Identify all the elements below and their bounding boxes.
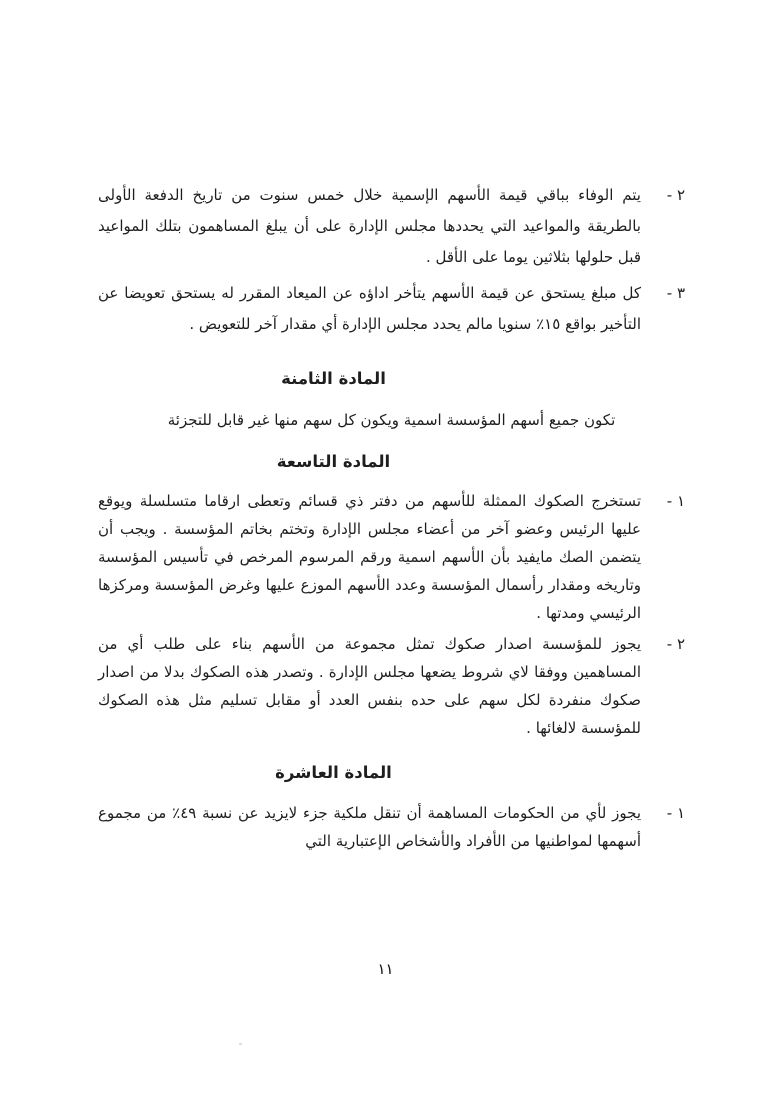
clause-number: ٢ - [666, 635, 685, 653]
clause-text: يتم الوفاء بباقي قيمة الأسهم الإسمية خلال خمس سنوت من تاريخ الدفعة الأولى بالطريقة والمواعيد التي يحددها مجلس الإدارة على أن يبلغ المساهمون بتلك المواعيد قبل حلولها بثلاثين يوما على الأقل . [98, 186, 641, 266]
clause-number: ٣ - [666, 284, 685, 302]
clause-text: كل مبلغ يستحق عن قيمة الأسهم يتأخر اداؤه عن الميعاد المقرر له يستحق تعويضا عن التأخير بواقع ١٥٪ سنويا مالم يحدد مجلس الإدارة أي مقدار آخر للتعويض . [98, 284, 641, 333]
clause-number: ٢ - [666, 186, 685, 204]
clause-number: ١ - [666, 492, 685, 510]
clause-text: تستخرج الصكوك الممثلة للأسهم من دفتر ذي قسائم وتعطى ارقاما متسلسلة ويوقع عليها الرئيس وعضو آخر من أعضاء مجلس الإدارة وتختم بخاتم المؤسسة . ويجب أن يتضمن الصك مايفيد بأن الأسهم اسمية ورقم المرسوم المرخص في تأسيس المؤسسة وتاريخه ومقدار رأسمال المؤسسة وعدد الأسهم الموزع عليها وغرض المؤسسة ومركزها الرئيسي ومدتها . [98, 492, 641, 622]
clause-2 [98, 180, 685, 273]
article-8-heading: المادة الثامنة [281, 369, 386, 388]
clause-number: ١ - [666, 804, 685, 822]
clause-3 [98, 278, 685, 340]
article-10-heading: المادة العاشرة [275, 763, 392, 782]
page-number: ١١ [377, 960, 394, 978]
article-9-clause-1 [98, 487, 685, 627]
article-9-clause-2 [98, 630, 685, 742]
scan-speckle [239, 1043, 242, 1045]
clause-text: يجوز للمؤسسة اصدار صكوك تمثل مجموعة من الأسهم بناء على طلب أي من المساهمين ووفقا لاي شروط يضعها مجلس الإدارة . وتصدر هذه الصكوك بدلا من اصدار صكوك منفردة لكل سهم على حده بنفس العدد أو مقابل تسليم مثل هذه الصكوك للمؤسسة لالغائها . [98, 635, 641, 737]
article-9-heading: المادة التاسعة [276, 452, 391, 471]
clause-text: يجوز لأي من الحكومات المساهمة أن تنقل ملكية جزء لايزيد عن نسبة ٤٩٪ من مجموع أسهمها لمواطنيها من الأفراد والأشخاص الإعتبارية التي [98, 804, 641, 850]
article-10-clause-1 [98, 799, 685, 855]
article-8-body: تكون جميع أسهم المؤسسة اسمية ويكون كل سهم منها غير قابل للتجزئة [167, 411, 616, 429]
